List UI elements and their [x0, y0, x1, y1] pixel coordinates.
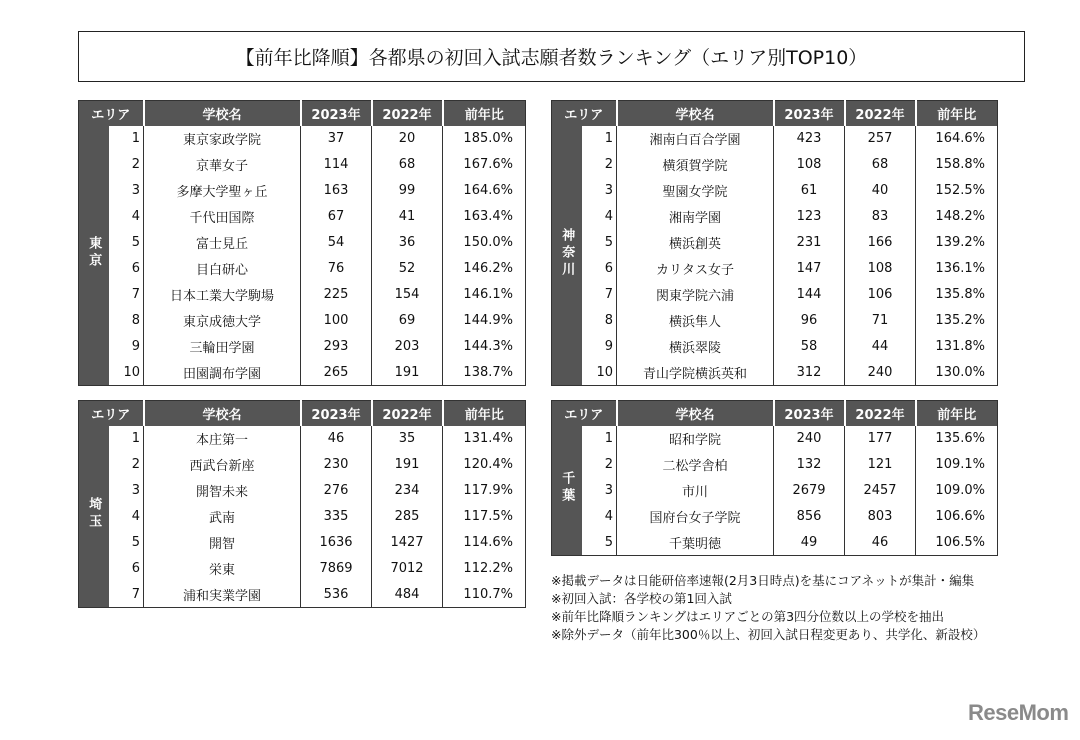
school-name: 横須賀学院: [617, 152, 774, 178]
ratio: 152.5%: [916, 178, 998, 204]
header-ratio: 前年比: [443, 401, 526, 426]
count-2022: 108: [845, 256, 916, 282]
count-2023: 423: [774, 126, 845, 152]
ratio: 139.2%: [916, 230, 998, 256]
header-2022: 2022年: [372, 101, 443, 126]
count-2023: 144: [774, 282, 845, 308]
count-2023: 100: [301, 308, 372, 334]
count-2023: 1636: [301, 530, 372, 556]
count-2022: 191: [372, 360, 443, 386]
count-2023: 163: [301, 178, 372, 204]
ratio: 185.0%: [443, 126, 526, 152]
table-row: [79, 452, 526, 478]
count-2022: 803: [845, 504, 916, 530]
area-cell: [552, 126, 582, 386]
ratio: 117.5%: [443, 504, 526, 530]
rank: 1: [582, 426, 617, 452]
rank: 6: [109, 256, 144, 282]
rank: 2: [582, 452, 617, 478]
school-name: 東京成徳大学: [144, 308, 301, 334]
rank: 9: [582, 334, 617, 360]
resemom-logo: ReseMom: [968, 700, 1069, 725]
ratio: 131.8%: [916, 334, 998, 360]
table-row: [552, 256, 998, 282]
school-name: 開智: [144, 530, 301, 556]
table-row: [552, 530, 998, 556]
header-school: 学校名: [617, 101, 774, 126]
count-2023: 231: [774, 230, 845, 256]
rank: 2: [109, 452, 144, 478]
table-row: [552, 478, 998, 504]
count-2022: 240: [845, 360, 916, 386]
chiba-ranking-table: [551, 400, 998, 556]
rank: 4: [109, 504, 144, 530]
count-2023: 2679: [774, 478, 845, 504]
school-name: 二松学舎柏: [617, 452, 774, 478]
school-name: 千代田国際: [144, 204, 301, 230]
rank: 3: [109, 178, 144, 204]
count-2022: 20: [372, 126, 443, 152]
count-2022: 7012: [372, 556, 443, 582]
count-2023: 240: [774, 426, 845, 452]
school-name: 目白研心: [144, 256, 301, 282]
kanagawa-ranking-table: [551, 100, 998, 386]
table-row: [79, 556, 526, 582]
table-row: [552, 152, 998, 178]
count-2023: 58: [774, 334, 845, 360]
rank: 2: [109, 152, 144, 178]
ratio: 109.0%: [916, 478, 998, 504]
table-row: [79, 582, 526, 608]
header-school: 学校名: [144, 101, 301, 126]
count-2022: 52: [372, 256, 443, 282]
count-2023: 61: [774, 178, 845, 204]
school-name: 関東学院六浦: [617, 282, 774, 308]
count-2022: 191: [372, 452, 443, 478]
count-2022: 44: [845, 334, 916, 360]
header-area: エリア: [552, 101, 617, 126]
count-2023: 856: [774, 504, 845, 530]
table-row: [79, 504, 526, 530]
count-2023: 265: [301, 360, 372, 386]
header-2023: 2023年: [301, 401, 372, 426]
rank: 3: [109, 478, 144, 504]
count-2022: 154: [372, 282, 443, 308]
saitama-ranking-table: [78, 400, 526, 608]
ratio: 148.2%: [916, 204, 998, 230]
ratio: 112.2%: [443, 556, 526, 582]
header-ratio: 前年比: [443, 101, 526, 126]
count-2022: 285: [372, 504, 443, 530]
note: ※除外データ（前年比300％以上、初回入試日程変更あり、共学化、新設校）: [551, 627, 986, 642]
header-school: 学校名: [617, 401, 774, 426]
rank: 3: [582, 178, 617, 204]
count-2022: 177: [845, 426, 916, 452]
header-2023: 2023年: [301, 101, 372, 126]
count-2023: 37: [301, 126, 372, 152]
count-2022: 99: [372, 178, 443, 204]
count-2022: 2457: [845, 478, 916, 504]
header-row: [552, 401, 998, 426]
count-2023: 230: [301, 452, 372, 478]
header-ratio: 前年比: [916, 401, 998, 426]
school-name: 聖園女学院: [617, 178, 774, 204]
count-2022: 83: [845, 204, 916, 230]
header-row: [552, 101, 998, 126]
table-row: [552, 360, 998, 386]
ratio: 163.4%: [443, 204, 526, 230]
table-row: [552, 230, 998, 256]
table-row: [552, 282, 998, 308]
ratio: 120.4%: [443, 452, 526, 478]
rank: 4: [582, 204, 617, 230]
school-name: 国府台女子学院: [617, 504, 774, 530]
school-name: 青山学院横浜英和: [617, 360, 774, 386]
area-label: 東京: [86, 236, 102, 271]
rank: 4: [582, 504, 617, 530]
count-2022: 69: [372, 308, 443, 334]
table-row: [79, 478, 526, 504]
count-2023: 147: [774, 256, 845, 282]
school-name: 昭和学院: [617, 426, 774, 452]
header-area: エリア: [79, 401, 144, 426]
ratio: 135.2%: [916, 308, 998, 334]
table-row: [79, 152, 526, 178]
school-name: 東京家政学院: [144, 126, 301, 152]
school-name: 三輪田学園: [144, 334, 301, 360]
school-name: 西武台新座: [144, 452, 301, 478]
count-2022: 203: [372, 334, 443, 360]
count-2022: 68: [845, 152, 916, 178]
rank: 6: [109, 556, 144, 582]
ratio: 106.5%: [916, 530, 998, 556]
count-2022: 1427: [372, 530, 443, 556]
count-2022: 46: [845, 530, 916, 556]
count-2022: 35: [372, 426, 443, 452]
table-row: [552, 308, 998, 334]
note: ※初回入試：各学校の第1回入試: [551, 591, 732, 606]
area-cell: [552, 426, 582, 556]
rank: 10: [109, 360, 144, 386]
table-row: [79, 360, 526, 386]
school-name: 浦和実業学園: [144, 582, 301, 608]
ratio: 109.1%: [916, 452, 998, 478]
rank: 1: [109, 426, 144, 452]
ratio: 164.6%: [443, 178, 526, 204]
school-name: 市川: [617, 478, 774, 504]
table-row: [552, 178, 998, 204]
table-row: [79, 230, 526, 256]
header-ratio: 前年比: [916, 101, 998, 126]
table-row: [79, 256, 526, 282]
count-2023: 293: [301, 334, 372, 360]
table-row: [552, 426, 998, 452]
table-row: [79, 204, 526, 230]
ratio: 136.1%: [916, 256, 998, 282]
count-2023: 312: [774, 360, 845, 386]
header-area: エリア: [552, 401, 617, 426]
ratio: 144.3%: [443, 334, 526, 360]
area-label: 千葉: [559, 471, 575, 506]
school-name: 本庄第一: [144, 426, 301, 452]
rank: 10: [582, 360, 617, 386]
count-2022: 71: [845, 308, 916, 334]
table-row: [552, 452, 998, 478]
table-row: [552, 126, 998, 152]
ratio: 135.6%: [916, 426, 998, 452]
count-2023: 67: [301, 204, 372, 230]
area-label: 神奈川: [559, 227, 575, 279]
school-name: 日本工業大学駒場: [144, 282, 301, 308]
school-name: 湘南白百合学園: [617, 126, 774, 152]
table-row: [79, 282, 526, 308]
header-2023: 2023年: [774, 401, 845, 426]
count-2023: 132: [774, 452, 845, 478]
header-2022: 2022年: [845, 401, 916, 426]
count-2023: 114: [301, 152, 372, 178]
school-name: 横浜隼人: [617, 308, 774, 334]
ratio: 164.6%: [916, 126, 998, 152]
table-row: [79, 334, 526, 360]
ratio: 150.0%: [443, 230, 526, 256]
note: ※前年比降順ランキングはエリアごとの第3四分位数以上の学校を抽出: [551, 609, 945, 624]
rank: 6: [582, 256, 617, 282]
count-2022: 234: [372, 478, 443, 504]
table-row: [552, 504, 998, 530]
count-2023: 108: [774, 152, 845, 178]
rank: 7: [582, 282, 617, 308]
table-row: [79, 126, 526, 152]
count-2023: 123: [774, 204, 845, 230]
count-2023: 96: [774, 308, 845, 334]
table-row: [79, 530, 526, 556]
ratio: 117.9%: [443, 478, 526, 504]
school-name: 京華女子: [144, 152, 301, 178]
count-2022: 36: [372, 230, 443, 256]
header-2022: 2022年: [845, 101, 916, 126]
school-name: 武南: [144, 504, 301, 530]
rank: 7: [109, 282, 144, 308]
area-cell: [79, 126, 109, 386]
count-2023: 76: [301, 256, 372, 282]
area-cell: [79, 426, 109, 608]
ratio: 110.7%: [443, 582, 526, 608]
ratio: 131.4%: [443, 426, 526, 452]
ratio: 138.7%: [443, 360, 526, 386]
header-school: 学校名: [144, 401, 301, 426]
count-2023: 54: [301, 230, 372, 256]
school-name: 栄東: [144, 556, 301, 582]
count-2023: 335: [301, 504, 372, 530]
school-name: 湘南学園: [617, 204, 774, 230]
ratio: 158.8%: [916, 152, 998, 178]
rank: 1: [582, 126, 617, 152]
count-2022: 484: [372, 582, 443, 608]
ratio: 130.0%: [916, 360, 998, 386]
rank: 7: [109, 582, 144, 608]
header-2022: 2022年: [372, 401, 443, 426]
rank: 8: [109, 308, 144, 334]
count-2023: 49: [774, 530, 845, 556]
header-row: [79, 101, 526, 126]
rank: 8: [582, 308, 617, 334]
footnotes: [551, 572, 985, 644]
school-name: 開智未来: [144, 478, 301, 504]
table-row: [552, 334, 998, 360]
ratio: 106.6%: [916, 504, 998, 530]
count-2022: 106: [845, 282, 916, 308]
rank: 4: [109, 204, 144, 230]
count-2023: 536: [301, 582, 372, 608]
rank: 9: [109, 334, 144, 360]
rank: 5: [109, 530, 144, 556]
area-label: 埼玉: [86, 497, 102, 532]
ratio: 167.6%: [443, 152, 526, 178]
table-row: [552, 204, 998, 230]
header-2023: 2023年: [774, 101, 845, 126]
table-row: [79, 308, 526, 334]
count-2022: 257: [845, 126, 916, 152]
table-row: [79, 178, 526, 204]
table-row: [79, 426, 526, 452]
school-name: 多摩大学聖ヶ丘: [144, 178, 301, 204]
count-2023: 276: [301, 478, 372, 504]
school-name: 千葉明徳: [617, 530, 774, 556]
school-name: 田園調布学園: [144, 360, 301, 386]
count-2022: 121: [845, 452, 916, 478]
header-area: エリア: [79, 101, 144, 126]
rank: 5: [582, 530, 617, 556]
ratio: 146.2%: [443, 256, 526, 282]
school-name: 横浜創英: [617, 230, 774, 256]
school-name: 富士見丘: [144, 230, 301, 256]
note: ※掲載データは日能研倍率速報(2月3日時点)を基にコアネットが集計・編集: [551, 573, 975, 588]
rank: 3: [582, 478, 617, 504]
rank: 1: [109, 126, 144, 152]
count-2022: 41: [372, 204, 443, 230]
count-2023: 225: [301, 282, 372, 308]
header-row: [79, 401, 526, 426]
page-title: 【前年比降順】各都県の初回入試志願者数ランキング（エリア別TOP10）: [78, 31, 1025, 82]
rank: 5: [109, 230, 144, 256]
count-2022: 68: [372, 152, 443, 178]
count-2022: 40: [845, 178, 916, 204]
ratio: 114.6%: [443, 530, 526, 556]
school-name: 横浜翠陵: [617, 334, 774, 360]
count-2023: 7869: [301, 556, 372, 582]
count-2023: 46: [301, 426, 372, 452]
ratio: 144.9%: [443, 308, 526, 334]
school-name: カリタス女子: [617, 256, 774, 282]
rank: 2: [582, 152, 617, 178]
tokyo-ranking-table: [78, 100, 526, 386]
ratio: 146.1%: [443, 282, 526, 308]
rank: 5: [582, 230, 617, 256]
count-2022: 166: [845, 230, 916, 256]
ratio: 135.8%: [916, 282, 998, 308]
